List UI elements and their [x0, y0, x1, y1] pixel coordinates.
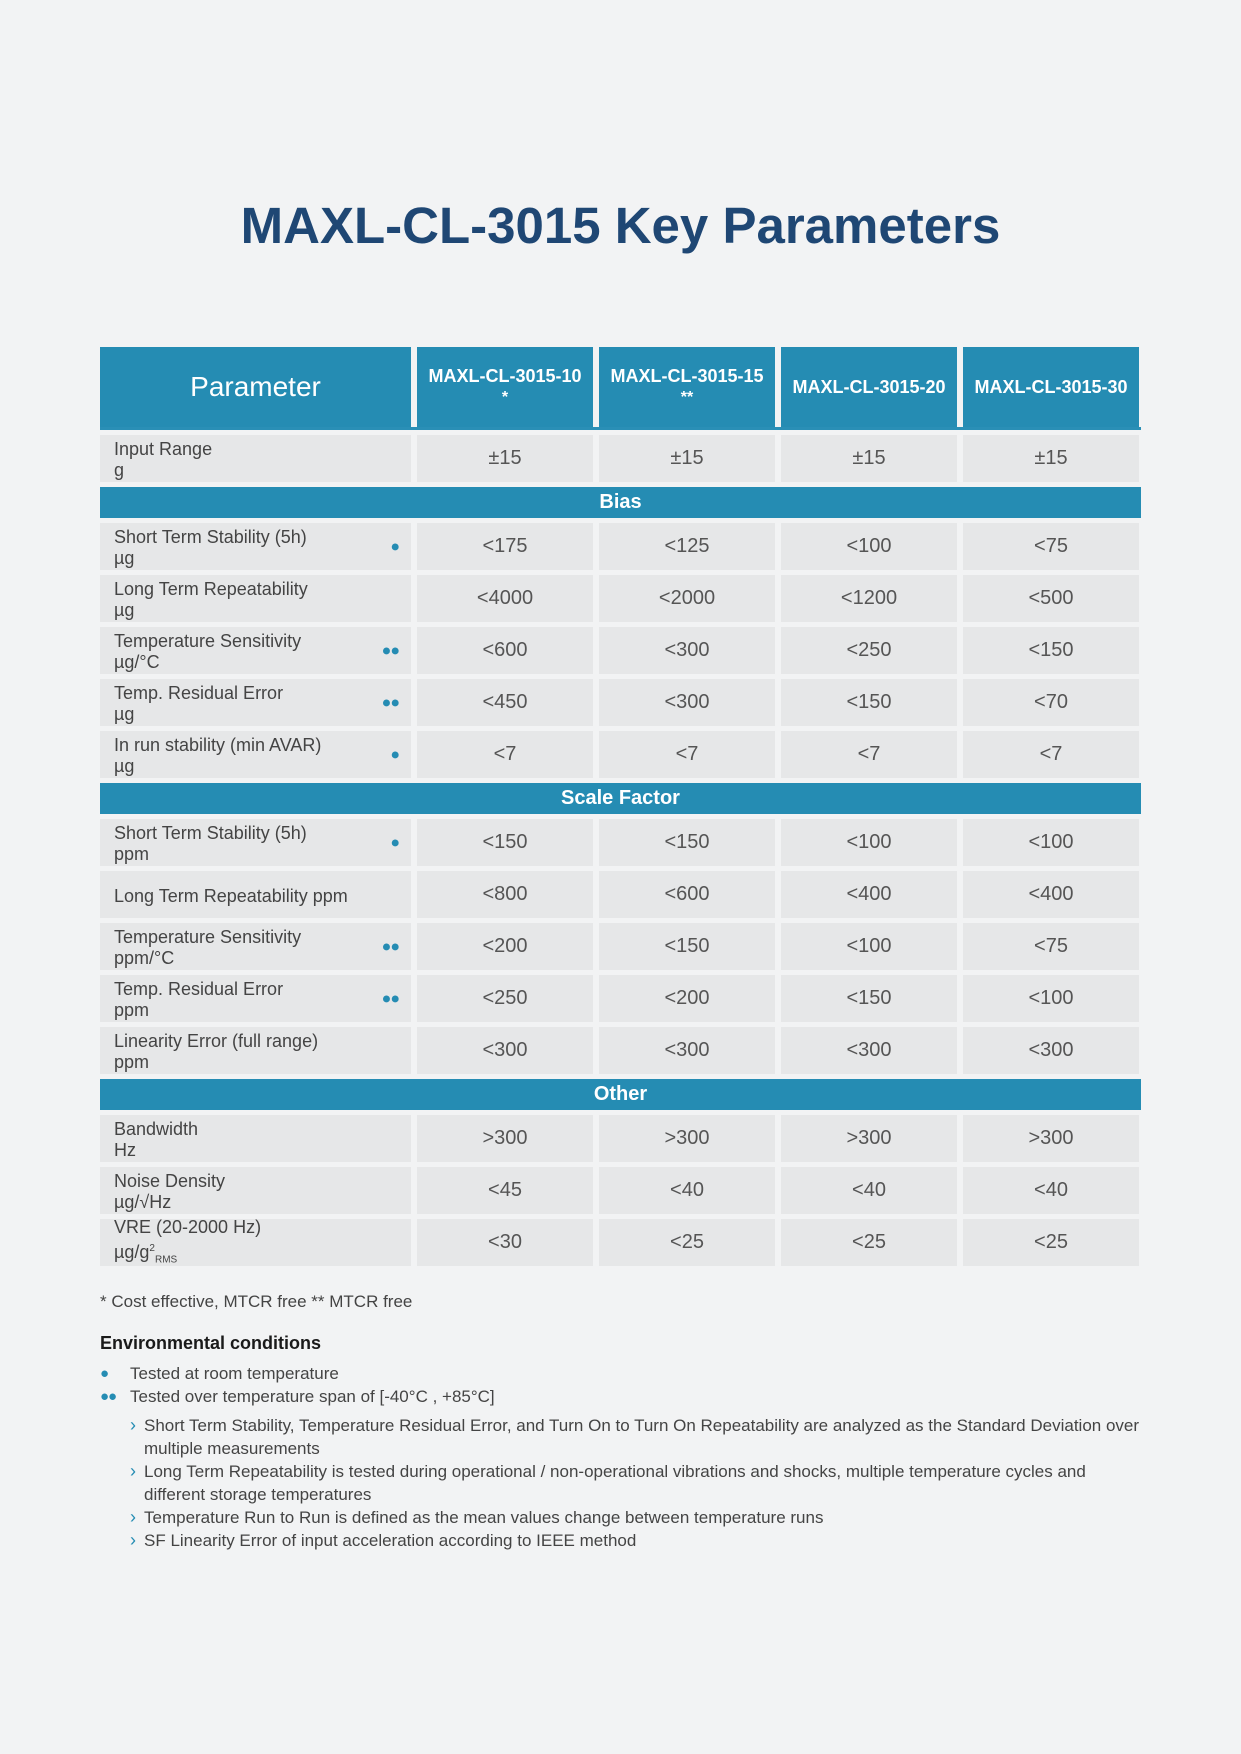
parameter-cell [100, 575, 411, 622]
notes-list [130, 1414, 1140, 1552]
parameter-name: Temp. Residual Error [114, 683, 284, 703]
table-row [100, 1167, 1141, 1214]
section-header-other: Other [100, 1079, 1141, 1110]
header-model-20: MAXL-CL-3015-20 [781, 347, 957, 427]
chevron-right-icon: › [130, 1530, 136, 1550]
table-row [100, 871, 1141, 918]
value-cell: <45 [417, 1167, 593, 1214]
value-cell: <7 [599, 731, 775, 778]
value-cell: <100 [963, 819, 1139, 866]
table-row [100, 731, 1141, 778]
table-row [100, 923, 1141, 970]
note-item: › Long Term Repeatability is tested during operational / non-operational vibrations and shocks, multiple temperature cycles and different storage temperatures [130, 1461, 1086, 1504]
chevron-right-icon: › [130, 1461, 136, 1481]
value-cell: <7 [963, 731, 1139, 778]
parameter-name: Bandwidth [114, 1119, 199, 1139]
parameter-name: Short Term Stability (5h) [114, 527, 307, 547]
footnote: * Cost effective, MTCR free ** MTCR free [100, 1292, 413, 1311]
value-cell: ±15 [963, 435, 1139, 482]
value-cell: <175 [417, 523, 593, 570]
value-cell: <600 [417, 627, 593, 674]
value-cell: <25 [781, 1219, 957, 1266]
value-cell: <300 [599, 679, 775, 726]
parameter-name: Short Term Stability (5h) [114, 823, 307, 843]
value-cell: <75 [963, 923, 1139, 970]
parameter-name: In run stability (min AVAR) [114, 735, 322, 755]
value-cell: <450 [417, 679, 593, 726]
value-cell: <40 [781, 1167, 957, 1214]
value-cell: <400 [781, 871, 957, 918]
table-body [100, 435, 1141, 1266]
parameter-unit: µg [114, 548, 135, 568]
parameter-name: Long Term Repeatability ppm [114, 885, 348, 906]
parameter-name: Input Range [114, 439, 213, 459]
value-cell: <75 [963, 523, 1139, 570]
value-cell: <300 [417, 1027, 593, 1074]
parameter-unit: g [114, 460, 125, 480]
value-cell: <2000 [599, 575, 775, 622]
value-cell: <4000 [417, 575, 593, 622]
value-cell: <400 [963, 871, 1139, 918]
table-row [100, 523, 1141, 570]
value-cell: <150 [781, 975, 957, 1022]
double-dot-icon: ●● [381, 642, 399, 659]
value-cell: <1200 [781, 575, 957, 622]
bullet-single-icon: ● [100, 1365, 109, 1382]
parameter-cell [100, 1115, 411, 1162]
table-row [100, 1115, 1141, 1162]
parameter-cell [100, 975, 411, 1022]
value-cell: >300 [781, 1115, 957, 1162]
double-dot-icon: ●● [381, 938, 399, 955]
environment-title: Environmental conditions [100, 1333, 322, 1353]
parameter-name: Linearity Error (full range) [114, 1031, 319, 1051]
value-cell: <200 [599, 975, 775, 1022]
table-row [100, 679, 1141, 726]
header-model-30: MAXL-CL-3015-30 [963, 347, 1139, 427]
single-dot-icon: ● [390, 746, 399, 763]
note-item: › SF Linearity Error of input acceleration according to IEEE method [130, 1530, 637, 1550]
parameter-cell [100, 435, 411, 482]
value-cell: <250 [417, 975, 593, 1022]
parameter-name: Temp. Residual Error [114, 979, 284, 999]
value-cell: <100 [963, 975, 1139, 1022]
value-cell: <125 [599, 523, 775, 570]
value-cell: >300 [417, 1115, 593, 1162]
env-item-span: ●● Tested over temperature span of [-40°C , +85°C] [100, 1386, 495, 1406]
value-cell: <25 [963, 1219, 1139, 1266]
header-model-15: MAXL-CL-3015-15 ** [599, 347, 775, 427]
value-cell: <150 [963, 627, 1139, 674]
header-underline [100, 427, 1141, 430]
parameter-name: Temperature Sensitivity [114, 927, 302, 947]
value-cell: <200 [417, 923, 593, 970]
parameter-cell [100, 819, 411, 866]
parameter-unit: ppm/°C [114, 948, 175, 968]
parameter-cell [100, 1027, 411, 1074]
value-cell: <7 [781, 731, 957, 778]
note-item: › Temperature Run to Run is defined as the mean values change between temperature runs [130, 1507, 824, 1527]
value-cell: <250 [781, 627, 957, 674]
value-cell: <300 [599, 627, 775, 674]
note-item: › Short Term Stability, Temperature Residual Error, and Turn On to Turn On Repeatability are analyzed as the Standard Deviation over multiple measurements [130, 1415, 1140, 1458]
parameter-unit: µg/√Hz [114, 1192, 172, 1212]
double-dot-icon: ●● [381, 990, 399, 1007]
value-cell: <40 [963, 1167, 1139, 1214]
parameter-cell [100, 923, 411, 970]
value-cell: <40 [599, 1167, 775, 1214]
value-cell: <150 [599, 819, 775, 866]
value-cell: <150 [417, 819, 593, 866]
parameter-unit: µg [114, 756, 135, 776]
table-row [100, 819, 1141, 866]
value-cell: ±15 [781, 435, 957, 482]
table-row [100, 575, 1141, 622]
parameter-unit: ppm [114, 844, 150, 864]
table-row [100, 627, 1141, 674]
value-cell: <500 [963, 575, 1139, 622]
value-cell: >300 [963, 1115, 1139, 1162]
parameter-unit: µg [114, 600, 135, 620]
parameter-name: Long Term Repeatability [114, 579, 308, 599]
parameter-name: VRE (20-2000 Hz) [114, 1217, 262, 1238]
chevron-right-icon: › [130, 1507, 136, 1527]
value-cell: <100 [781, 819, 957, 866]
parameter-cell [100, 731, 411, 778]
parameter-name: Temperature Sensitivity [114, 631, 302, 651]
parameter-unit: µg/°C [114, 652, 160, 672]
value-cell: <300 [963, 1027, 1139, 1074]
value-cell: <100 [781, 923, 957, 970]
parameter-cell [100, 1219, 411, 1266]
parameter-unit: $\mu g/g^2_{RMS}$ [114, 1242, 178, 1266]
section-header-sf: Scale Factor [100, 783, 1141, 814]
parameter-name: Noise Density [114, 1171, 226, 1191]
single-dot-icon: ● [390, 538, 399, 555]
value-cell: >300 [599, 1115, 775, 1162]
single-dot-icon: ● [390, 834, 399, 851]
value-cell: ±15 [417, 435, 593, 482]
value-cell: <150 [781, 679, 957, 726]
table-row [100, 1027, 1141, 1074]
chevron-right-icon: › [130, 1415, 136, 1435]
parameter-cell [100, 679, 411, 726]
double-dot-icon: ●● [381, 694, 399, 711]
bullet-double-icon: ●● [100, 1388, 117, 1405]
parameter-unit: ppm [114, 1000, 150, 1020]
section-header-bias: Bias [100, 487, 1141, 518]
value-cell: <100 [781, 523, 957, 570]
parameter-cell [100, 871, 411, 918]
page-title: MAXL-CL-3015 Key Parameters [240, 197, 1001, 254]
value-cell: <70 [963, 679, 1139, 726]
value-cell: <800 [417, 871, 593, 918]
parameter-unit: ppm [114, 1052, 150, 1072]
value-cell: <600 [599, 871, 775, 918]
value-cell: <150 [599, 923, 775, 970]
header-parameter: Parameter [100, 347, 411, 427]
env-item-room: ● Tested at room temperature [100, 1363, 339, 1383]
value-cell: ±15 [599, 435, 775, 482]
value-cell: <300 [599, 1027, 775, 1074]
table-header-row [100, 347, 1141, 427]
table-row [100, 975, 1141, 1022]
environment-list [100, 1362, 1140, 1552]
header-model-10: MAXL-CL-3015-10 * [417, 347, 593, 427]
parameter-cell [100, 1167, 411, 1214]
parameter-unit: Hz [114, 1140, 136, 1160]
table-row [100, 1219, 1141, 1266]
table-row [100, 435, 1141, 482]
value-cell: <300 [781, 1027, 957, 1074]
value-cell: <7 [417, 731, 593, 778]
value-cell: <25 [599, 1219, 775, 1266]
parameters-table [100, 347, 1141, 1266]
value-cell: <30 [417, 1219, 593, 1266]
parameter-cell [100, 627, 411, 674]
parameter-cell [100, 523, 411, 570]
parameter-unit: µg [114, 704, 135, 724]
